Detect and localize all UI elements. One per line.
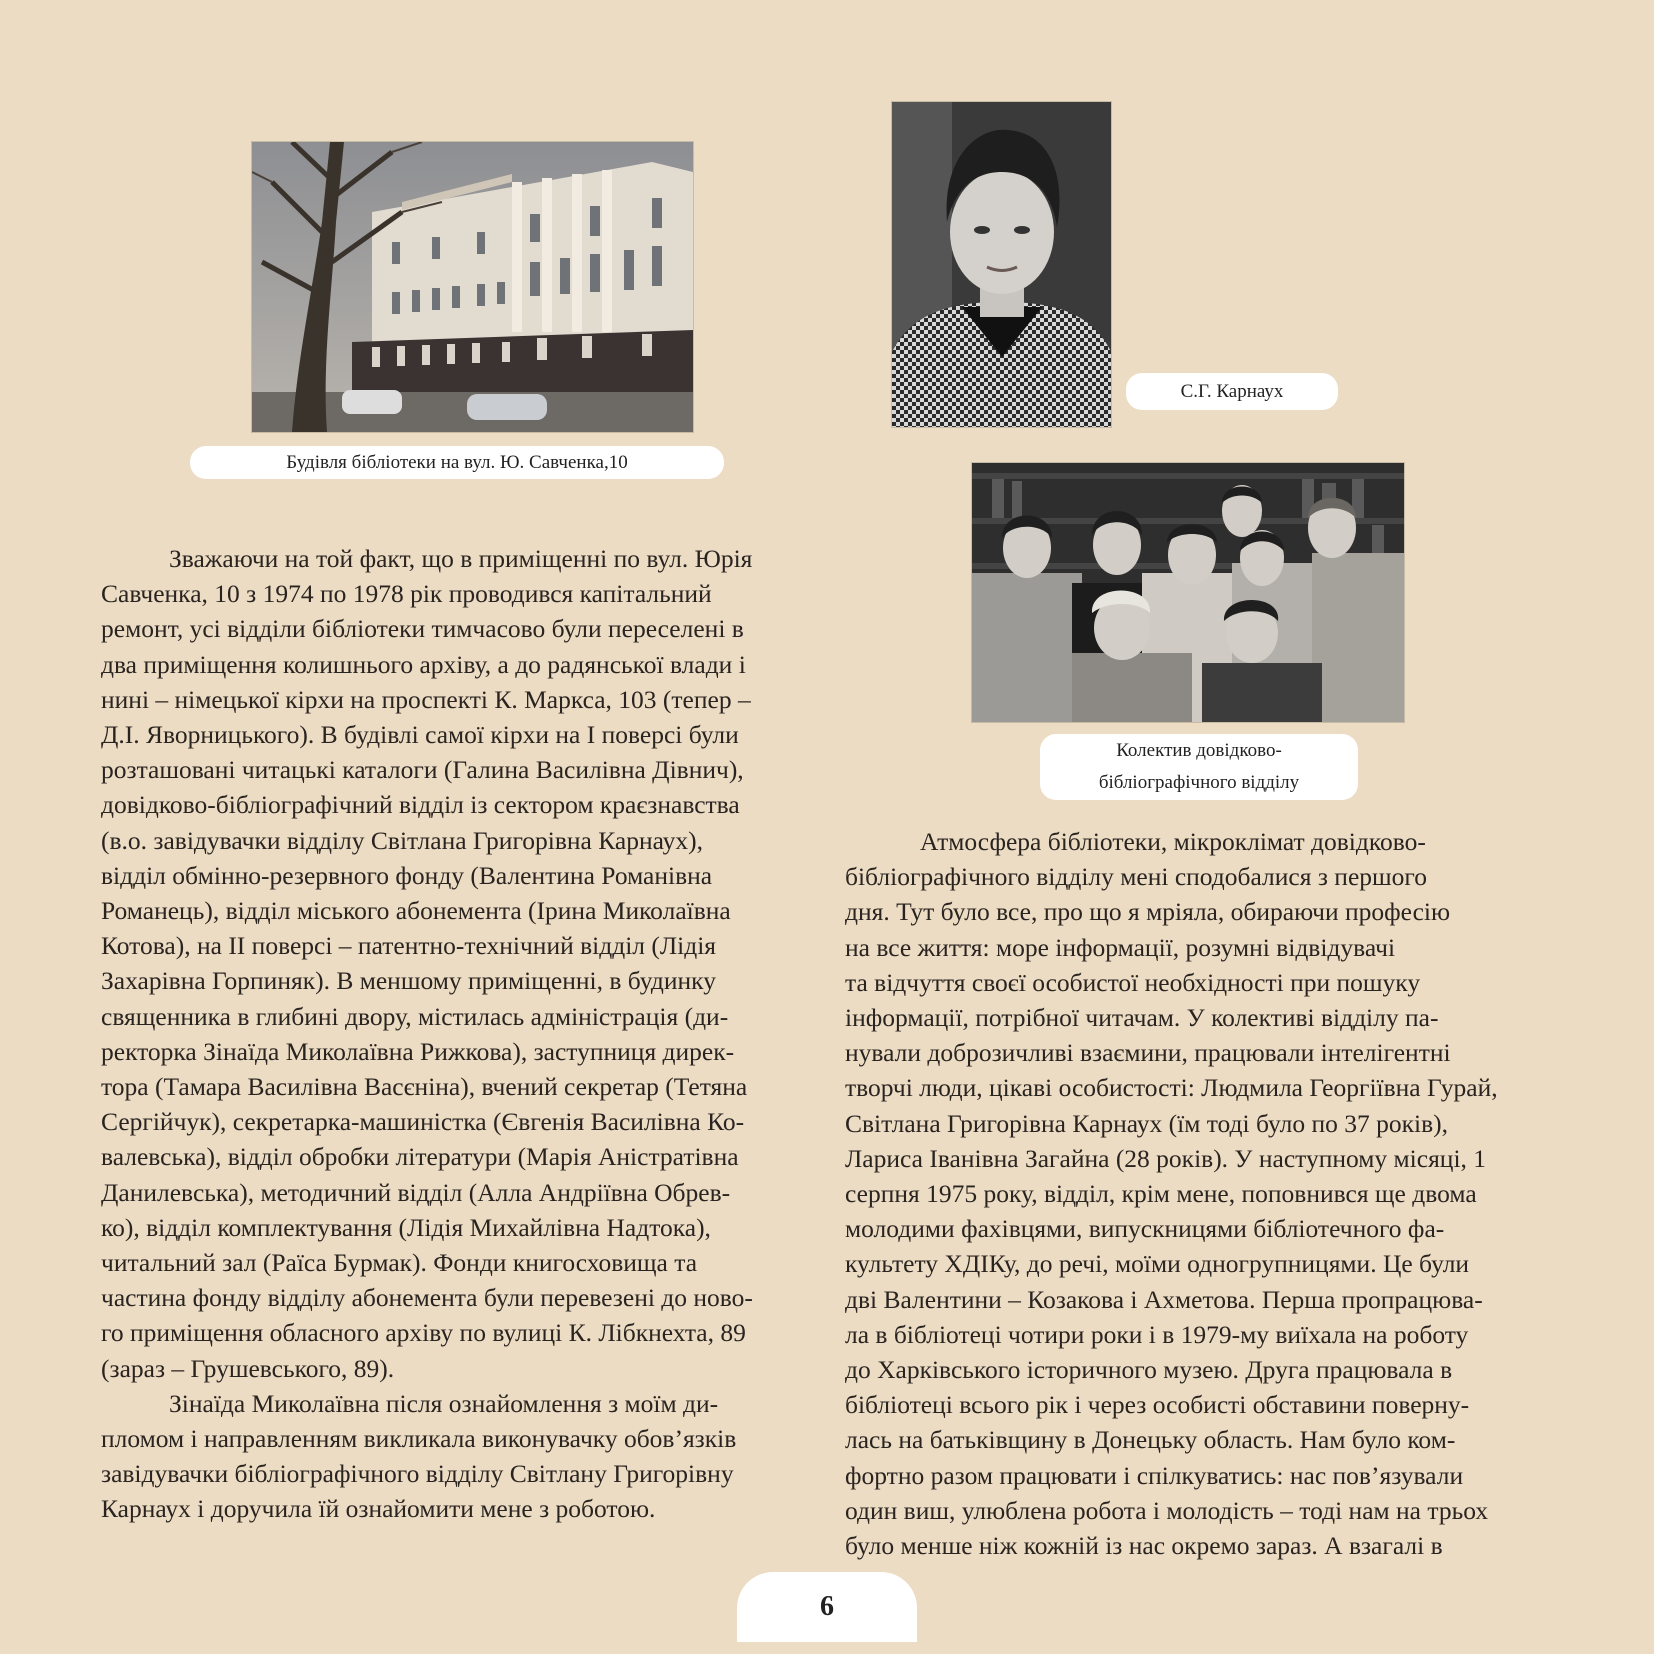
text-line: ко), відділ комплектування (Лідія Михайлівна Надтока), (101, 1212, 711, 1242)
text-line: бібліографічного відділу мені сподобалися з першого (845, 862, 1427, 892)
group-photo-caption (1040, 734, 1358, 800)
text-line: Світлана Григорівна Карнаух (їм тоді було по 37 років), (845, 1108, 1448, 1138)
text-line: Лариса Іванівна Загайна (28 років). У наступному місяці, 1 (845, 1143, 1487, 1173)
text-line: валевська), відділ обробки літератури (Марія Аністратівна (101, 1142, 739, 1172)
text-line: бібліотеці всього рік і через особисті обставини поверну- (845, 1390, 1470, 1420)
text-line: Карнаух і доручила їй ознайомити мене з роботою. (101, 1494, 656, 1524)
text-line: Захарівна Горпиняк). В меншому приміщенні, в будинку (101, 966, 716, 996)
text-line: ла в бібліотеці чотири роки і в 1979-му виїхала на роботу (845, 1319, 1469, 1349)
text-line: дві Валентини – Козакова і Ахметова. Перша пропрацюва- (845, 1284, 1483, 1314)
right-text-column (845, 824, 1565, 1563)
text-line: відділ обмінно-резервного фонду (Валентина Романівна (101, 860, 713, 890)
text-line: довідково-бібліографічний відділ із сектором краєзнавства (101, 790, 740, 820)
group-illustration (972, 463, 1404, 722)
text-line: молодими фахівцями, випускницями бібліотечного фа- (845, 1214, 1445, 1244)
text-line: лась на батьківщину в Донецьку область. Нам було ком- (845, 1425, 1456, 1455)
text-line: на все життя: море інформації, розумні відвідувачі (845, 932, 1396, 962)
text-line: тора (Тамара Василівна Васєніна), вчений секретар (Тетяна (101, 1072, 748, 1102)
text-line: серпня 1975 року, відділ, крім мене, поповнився ще двома (845, 1179, 1477, 1209)
text-line: до Харківського історичного музею. Друга працювала в (845, 1355, 1453, 1385)
department-group-photo (972, 463, 1404, 722)
portrait-photo-caption: С.Г. Карнаух (1126, 373, 1338, 410)
text-line: священника в глибині двору, містилась адміністрація (ди- (101, 1001, 729, 1031)
group-caption-line-1: Колектив довідково- (1116, 740, 1282, 761)
text-line: ректорка Зінаїда Миколаївна Рижкова), заступниця дирек- (101, 1036, 735, 1066)
text-line: Котова), на ІІ поверсі – патентно-технічний відділ (Лідія (101, 931, 717, 961)
text-line: ремонт, усі відділи бібліотеки тимчасово були переселені в (101, 614, 744, 644)
text-line: Данилевська), методичний відділ (Алла Андріївна Обрев- (101, 1177, 731, 1207)
text-line: інформації, потрібної читачам. У колективі відділу па- (845, 1003, 1439, 1033)
text-line: нині – німецької кірхи на проспекті К. Маркса, 103 (тепер – (101, 684, 751, 714)
portrait-illustration (892, 102, 1111, 427)
text-line: частина фонду відділу абонемента були перевезені до ново- (101, 1283, 753, 1313)
building-illustration (252, 142, 693, 432)
page-number: 6 (737, 1572, 917, 1642)
text-line: фортно разом працювати і спілкуватись: нас пов’язували (845, 1460, 1464, 1490)
text-line: Д.І. Яворницького). В будівлі самої кірхи на І поверсі були (101, 720, 739, 750)
text-line: та відчуття своєї особистої необхідності при пошуку (845, 967, 1421, 997)
text-line: два приміщення колишнього архіву, а до радянської влади і (101, 649, 746, 679)
portrait-photo (892, 102, 1111, 427)
text-line: пломом і направленням викликала виконувачку обов’язків (101, 1424, 737, 1454)
text-line: (зараз – Грушевського, 89). (101, 1353, 395, 1383)
group-caption-line-2: бібліографічного відділу (1098, 772, 1300, 793)
text-line: завідувачки бібліографічного відділу Світлану Григорівну (101, 1459, 734, 1489)
text-line: Романець), відділ міського абонемента (Ірина Миколаївна (101, 896, 731, 926)
text-line: було менше ніж кожній із нас окремо зараз. А взагалі в (845, 1531, 1443, 1561)
text-line: Зважаючи на той факт, що в приміщенні по вул. Юрія (169, 544, 753, 573)
text-line: го приміщення обласного архіву по вулиці К. Лібкнехта, 89 (101, 1318, 746, 1348)
text-line: Сергійчук), секретарка-машиністка (Євгенія Василівна Ко- (101, 1107, 745, 1137)
text-line: Зінаїда Миколаївна після ознайомлення з моїм ди- (169, 1388, 719, 1418)
text-line: культету ХДІКу, до речі, моїми одногрупницями. Це були (845, 1249, 1470, 1279)
text-line: читальний зал (Раїса Бурмак). Фонди книгосховища та (101, 1248, 698, 1278)
text-line: Атмосфера бібліотеки, мікроклімат довідково- (920, 827, 1426, 856)
left-text-column (101, 541, 821, 1527)
building-photo-caption: Будівля бібліотеки на вул. Ю. Савченка,10 (190, 446, 724, 479)
text-line: нували доброзичливі взаємини, працювали інтелігентні (845, 1038, 1451, 1068)
text-line: (в.о. завідувачки відділу Світлана Григорівна Карнаух), (101, 825, 704, 855)
text-line: творчі люди, цікаві особистості: Людмила Георгіївна Гурай, (845, 1073, 1498, 1103)
text-line: дня. Тут було все, про що я мріяла, обираючи професію (845, 897, 1451, 927)
library-building-photo (252, 142, 693, 432)
text-line: один виш, улюблена робота і молодість – тоді нам на трьох (845, 1495, 1489, 1525)
text-line: Савченка, 10 з 1974 по 1978 рік проводився капітальний (101, 579, 712, 609)
text-line: розташовані читацькі каталоги (Галина Василівна Дівнич), (101, 755, 744, 785)
